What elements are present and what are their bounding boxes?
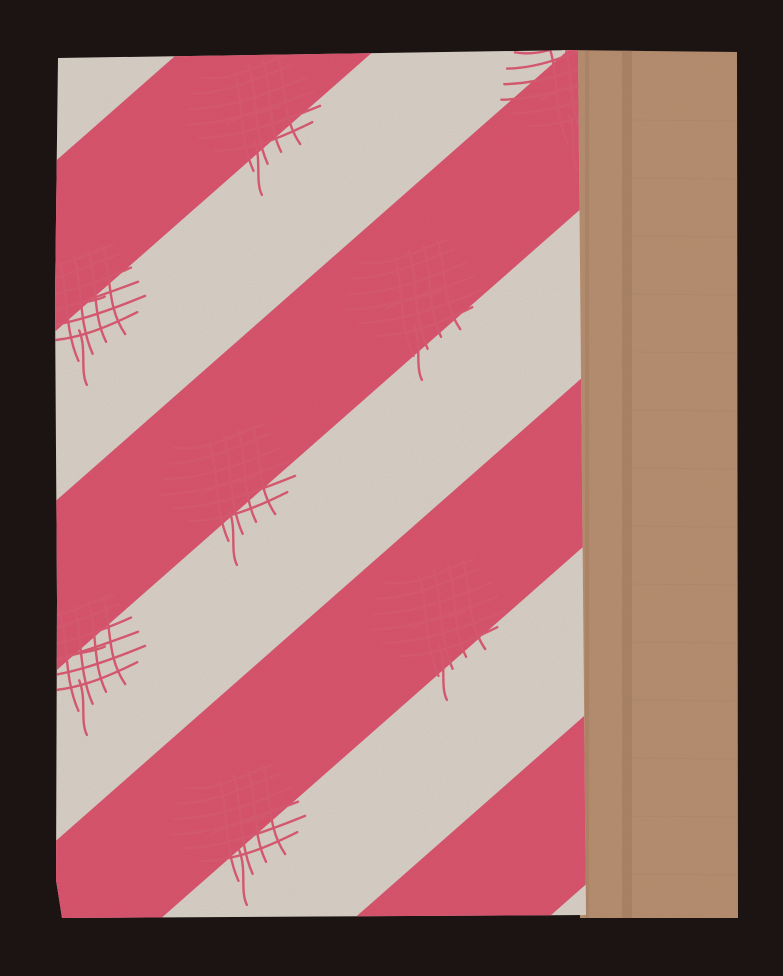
cover xyxy=(4,0,646,976)
cover-texture xyxy=(50,40,590,930)
